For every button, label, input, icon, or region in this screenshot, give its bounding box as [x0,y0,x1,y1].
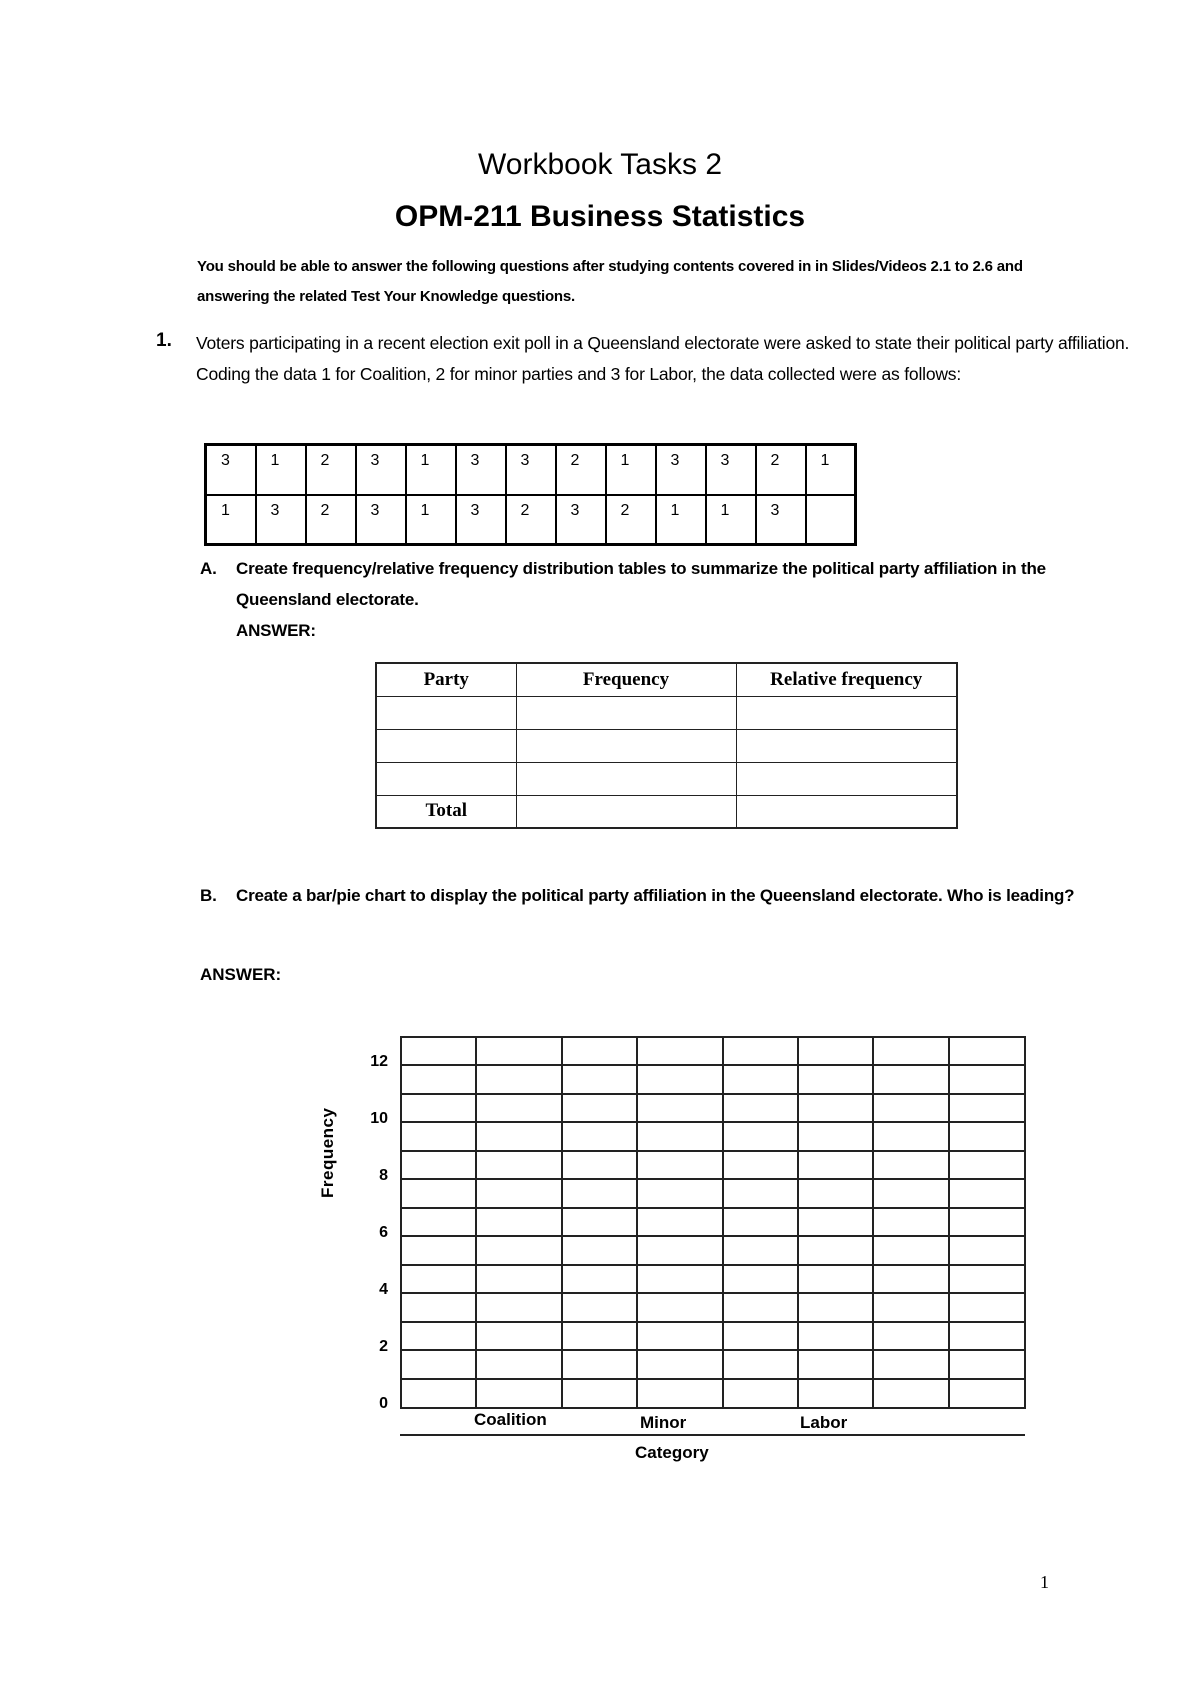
data-cell: 2 [556,445,606,495]
data-cell: 3 [756,495,806,545]
data-cell: 3 [206,445,256,495]
data-cell: 3 [356,495,406,545]
frequency-cell[interactable] [516,729,736,762]
relative-frequency-cell[interactable] [736,729,957,762]
table-total-row [376,795,957,828]
total-relative-frequency-cell[interactable] [736,795,957,828]
gridline [400,1207,1026,1209]
gridline [400,1121,1026,1123]
data-cell: 3 [356,445,406,495]
y-tick-0: 0 [379,1395,388,1412]
gridline [1024,1036,1026,1409]
gridline [948,1036,950,1409]
data-cell: 2 [606,495,656,545]
part-b [200,880,1160,911]
course-title: OPM-211 Business Statistics [394,200,806,233]
table-row [376,696,957,729]
part-a-text: Create frequency/relative frequency distribution tables to summarize the political party affiliation in the Queensland electorate. [236,559,1046,609]
part-b-answer-label: ANSWER: [200,965,282,984]
gridline [400,1064,1026,1066]
gridline [400,1178,1026,1180]
gridline [400,1321,1026,1323]
frequency-cell[interactable] [516,762,736,795]
header-frequency: Frequency [516,663,736,696]
y-tick-10: 10 [370,1110,388,1127]
gridline [400,1264,1026,1266]
data-cell: 3 [656,445,706,495]
part-b-text: Create a bar/pie chart to display the political party affiliation in the Queensland electorate. Who is leading? [236,886,1075,905]
party-cell[interactable] [376,729,516,762]
data-cell: 3 [556,495,606,545]
part-a-answer-label: ANSWER: [236,621,316,640]
part-a-label: A. [200,559,217,578]
x-axis-line [400,1434,1025,1436]
x-axis-label: Category [635,1443,709,1462]
data-cell: 3 [256,495,306,545]
data-cell: 2 [506,495,556,545]
gridline [400,1036,1026,1038]
data-cell: 2 [306,495,356,545]
x-category-labor: Labor [800,1413,848,1432]
gridline [475,1036,477,1409]
y-tick-2: 2 [379,1338,388,1355]
gridline [722,1036,724,1409]
data-cell: 1 [206,495,256,545]
chart-grid[interactable] [400,1036,1026,1409]
data-cell: 1 [406,445,456,495]
gridline [400,1036,402,1409]
part-a [200,553,1100,646]
data-cell: 2 [306,445,356,495]
data-cell: 3 [706,445,756,495]
gridline [872,1036,874,1409]
data-cell: 3 [506,445,556,495]
data-cell: 1 [406,495,456,545]
party-cell[interactable] [376,762,516,795]
gridline [400,1150,1026,1152]
data-cell: 1 [606,445,656,495]
gridline [797,1036,799,1409]
gridline [400,1349,1026,1351]
header-relative-frequency: Relative frequency [736,663,957,696]
raw-data-table [204,443,857,546]
relative-frequency-cell[interactable] [736,696,957,729]
gridline [400,1407,1026,1409]
intro-text: You should be able to answer the following questions after studying contents covered in in Slides/Videos 2.1 to 2.6 and answering the related Test Your Knowledge questions. [197,258,1023,305]
page-title: Workbook Tasks 2 [478,148,722,181]
data-cell: 2 [756,445,806,495]
data-cell: 3 [456,445,506,495]
data-cell: 1 [656,495,706,545]
data-cell: 3 [456,495,506,545]
question-1-number: 1. [156,330,172,351]
table-header-row [376,663,957,696]
y-tick-4: 4 [379,1281,388,1298]
total-label: Total [376,795,516,828]
page-number: 1 [1040,1572,1049,1592]
y-tick-6: 6 [379,1224,388,1241]
question-1-text: Voters participating in a recent election exit poll in a Queensland electorate were asked to state their political party affiliation. Coding the data 1 for Coalition, 2 for minor parties and 3 for Labor, the data collected were as follows: [196,333,1130,384]
gridline [636,1036,638,1409]
gridline [400,1378,1026,1380]
party-cell[interactable] [376,696,516,729]
x-category-coalition: Coalition [474,1410,547,1429]
header-party: Party [376,663,516,696]
gridline [400,1292,1026,1294]
frequency-table [375,662,958,829]
data-cell: 1 [256,445,306,495]
data-cell [806,495,856,545]
data-cell: 1 [806,445,856,495]
gridline [400,1093,1026,1095]
y-tick-12: 12 [370,1053,388,1070]
frequency-cell[interactable] [516,696,736,729]
relative-frequency-cell[interactable] [736,762,957,795]
x-category-minor: Minor [640,1413,687,1432]
y-tick-8: 8 [379,1167,388,1184]
table-row [206,495,856,545]
table-row [376,762,957,795]
data-cell: 1 [706,495,756,545]
part-b-label: B. [200,886,217,905]
table-row [206,445,856,495]
total-frequency-cell[interactable] [516,795,736,828]
gridline [400,1235,1026,1237]
gridline [561,1036,563,1409]
y-axis-label: Frequency [318,1107,337,1198]
table-row [376,729,957,762]
